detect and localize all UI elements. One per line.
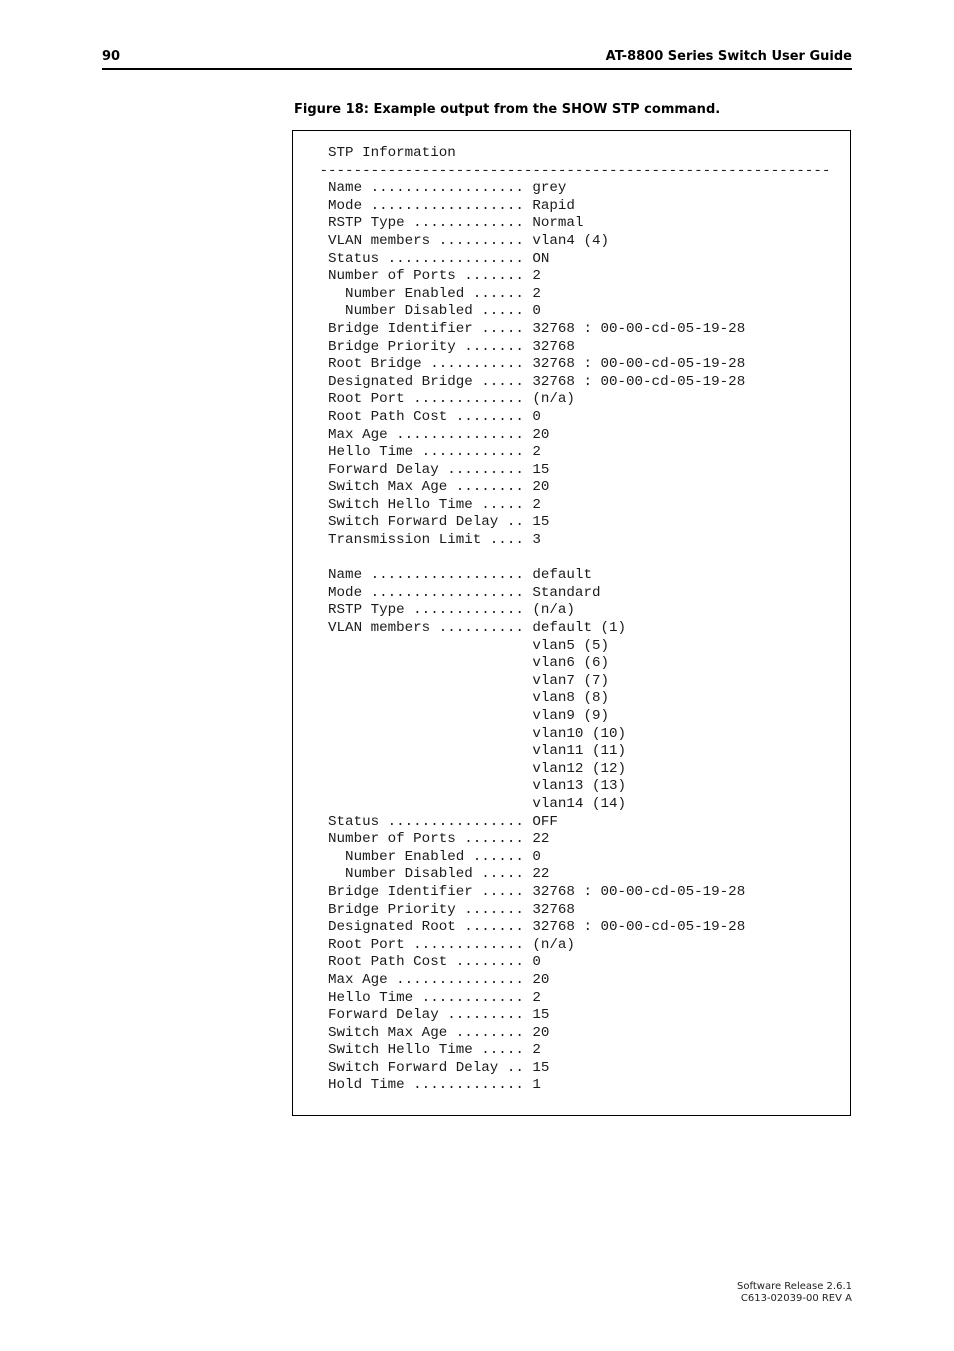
page-number: 90 <box>102 49 121 64</box>
cli-line: Max Age ............... 20 <box>311 426 550 443</box>
cli-line: RSTP Type ............. (n/a) <box>311 602 575 619</box>
software-release: Software Release 2.6.1 <box>737 1281 852 1292</box>
cli-line: Number Enabled ...... 0 <box>311 848 541 865</box>
guide-title: AT-8800 Series Switch User Guide <box>605 49 852 64</box>
cli-line: Designated Root ....... 32768 : 00-00-cd-05-19-28 <box>311 919 746 936</box>
cli-line: Switch Hello Time ..... 2 <box>311 1042 541 1059</box>
cli-line: vlan5 (5) <box>311 637 609 654</box>
figure-caption: Figure 18: Example output from the SHOW STP command. <box>294 102 721 117</box>
cli-line: Hello Time ............ 2 <box>311 444 541 461</box>
cli-line: Name .................. default <box>311 567 592 584</box>
cli-line: Designated Bridge ..... 32768 : 00-00-cd-05-19-28 <box>311 373 746 390</box>
cli-line: Root Path Cost ........ 0 <box>311 954 541 971</box>
cli-line: Max Age ............... 20 <box>311 971 550 988</box>
cli-line: Hello Time ............ 2 <box>311 989 541 1006</box>
cli-line: Root Path Cost ........ 0 <box>311 408 541 425</box>
cli-line: Bridge Priority ....... 32768 <box>311 901 575 918</box>
cli-line: vlan6 (6) <box>311 655 609 672</box>
cli-line: ------------------------------------------------------------ <box>311 162 831 179</box>
cli-line: RSTP Type ............. Normal <box>311 215 584 232</box>
cli-line: Number Disabled ..... 0 <box>311 303 541 320</box>
cli-line: Switch Hello Time ..... 2 <box>311 496 541 513</box>
cli-line: Mode .................. Rapid <box>311 197 575 214</box>
document-id: C613-02039-00 REV A <box>740 1293 852 1304</box>
cli-line: vlan9 (9) <box>311 708 609 724</box>
cli-line: Bridge Priority ....... 32768 <box>311 338 575 355</box>
page-footer <box>737 1281 852 1305</box>
cli-line: Switch Max Age ........ 20 <box>311 1024 550 1041</box>
cli-line: vlan10 (10) <box>311 725 627 742</box>
cli-line: VLAN members .......... default (1) <box>311 620 627 637</box>
cli-line: Bridge Identifier ..... 32768 : 00-00-cd-05-19-28 <box>311 320 746 337</box>
cli-line: vlan7 (7) <box>311 672 609 689</box>
cli-line: Transmission Limit .... 3 <box>311 532 541 549</box>
cli-line: Forward Delay ......... 15 <box>311 1007 550 1024</box>
cli-line: Number of Ports ....... 2 <box>311 268 541 285</box>
cli-line: Number Enabled ...... 2 <box>311 285 541 302</box>
cli-line: Switch Forward Delay .. 15 <box>311 1059 550 1076</box>
cli-line: Name .................. grey <box>311 180 567 197</box>
cli-line: Hold Time ............. 1 <box>311 1077 541 1094</box>
cli-line: Root Port ............. (n/a) <box>311 936 575 953</box>
cli-line: Switch Max Age ........ 20 <box>311 479 550 496</box>
cli-output <box>311 145 830 1095</box>
cli-line: STP Information <box>311 145 456 161</box>
cli-line: Status ................ ON <box>311 250 550 267</box>
header-rule <box>102 68 852 70</box>
cli-line: Bridge Identifier ..... 32768 : 00-00-cd-05-19-28 <box>311 883 746 900</box>
page-header <box>102 49 852 65</box>
cli-line: Number Disabled ..... 22 <box>311 866 550 883</box>
cli-line: vlan8 (8) <box>311 690 609 707</box>
cli-line: vlan13 (13) <box>311 778 627 795</box>
cli-line: Mode .................. Standard <box>311 584 601 601</box>
cli-line: Root Port ............. (n/a) <box>311 391 575 408</box>
cli-line: Switch Forward Delay .. 15 <box>311 514 550 531</box>
cli-line: Root Bridge ........... 32768 : 00-00-cd-05-19-28 <box>311 356 746 373</box>
cli-line: VLAN members .......... vlan4 (4) <box>311 232 609 249</box>
cli-line: Forward Delay ......... 15 <box>311 461 550 478</box>
cli-line: vlan14 (14) <box>311 795 627 812</box>
cli-line: vlan12 (12) <box>311 760 627 777</box>
cli-line: vlan11 (11) <box>311 743 627 760</box>
cli-line: Status ................ OFF <box>311 813 558 830</box>
cli-line: Number of Ports ....... 22 <box>311 831 550 848</box>
